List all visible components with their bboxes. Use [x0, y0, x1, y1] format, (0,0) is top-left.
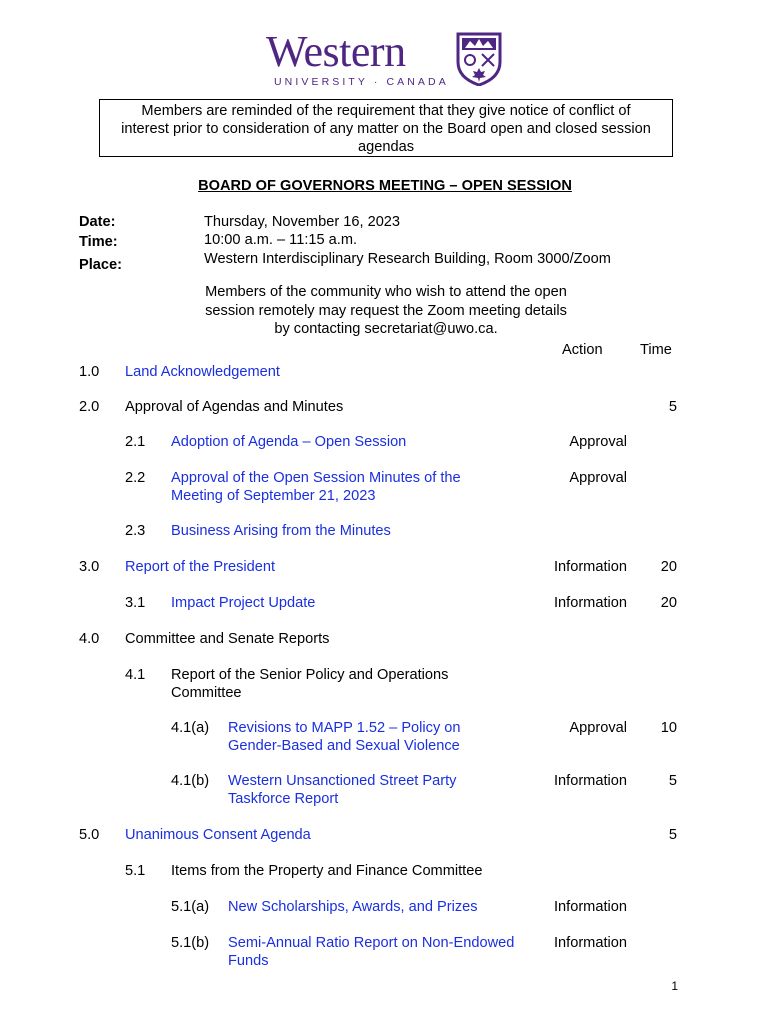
page-number: 1: [671, 979, 678, 993]
item-action: Approval: [569, 720, 627, 736]
agenda-link-mapp-revisions-cont[interactable]: Gender-Based and Sexual Violence: [228, 738, 460, 754]
agenda-link-land-acknowledgement[interactable]: Land Acknowledgement: [125, 364, 280, 380]
item-action: Information: [553, 935, 627, 951]
page-title: BOARD OF GOVERNORS MEETING – OPEN SESSION: [198, 178, 572, 194]
logo-subtitle: UNIVERSITY · CANADA: [274, 76, 449, 88]
community-line-2: session remotely may request the Zoom meeting details: [205, 302, 567, 319]
item-number: 4.1: [125, 667, 146, 683]
item-number: 4.1(a): [171, 720, 210, 736]
item-number: 5.1: [125, 863, 146, 879]
agenda-link-street-party-taskforce-cont[interactable]: Taskforce Report: [228, 791, 339, 807]
agenda-link-ratio-report-cont[interactable]: Funds: [228, 953, 269, 969]
item-number: 5.1(a): [171, 899, 210, 915]
meeting-date: Thursday, November 16, 2023: [204, 214, 401, 230]
item-action: Information: [553, 559, 627, 575]
item-number: 4.1(b): [171, 773, 210, 789]
item-action: Approval: [569, 434, 627, 450]
notice-line-3: agendas: [358, 139, 414, 155]
agenda-link-adoption-of-agenda[interactable]: Adoption of Agenda – Open Session: [171, 434, 407, 450]
item-action: Information: [553, 899, 627, 915]
item-time: 20: [660, 595, 677, 611]
agenda-link-open-session-minutes-cont[interactable]: Meeting of September 21, 2023: [171, 488, 376, 504]
item-number: 5.0: [79, 827, 100, 843]
item-number: 1.0: [79, 364, 100, 380]
item-time: 5: [668, 827, 677, 843]
agenda-link-unanimous-consent[interactable]: Unanimous Consent Agenda: [125, 827, 311, 843]
logo-wordmark: Western: [266, 27, 406, 76]
time-column-header: Time: [640, 342, 672, 358]
item-number: 5.1(b): [171, 935, 210, 951]
item-action: Approval: [569, 470, 627, 486]
item-number: 4.0: [79, 631, 100, 647]
agenda-link-impact-project-update[interactable]: Impact Project Update: [171, 595, 316, 611]
agenda-link-scholarships[interactable]: New Scholarships, Awards, and Prizes: [228, 899, 478, 915]
action-column-header: Action: [562, 342, 603, 358]
community-line-1: Members of the community who wish to attend the open: [205, 284, 567, 300]
agenda-link-mapp-revisions[interactable]: Revisions to MAPP 1.52 – Policy on: [228, 720, 461, 736]
item-title-agendas-minutes: Approval of Agendas and Minutes: [125, 399, 344, 415]
item-title-property-finance: Items from the Property and Finance Committee: [171, 863, 483, 879]
agenda-link-ratio-report[interactable]: Semi-Annual Ratio Report on Non-Endowed: [228, 935, 515, 951]
item-time: 20: [660, 559, 677, 575]
item-time: 10: [660, 720, 677, 736]
item-number: 2.2: [125, 470, 146, 486]
community-attendance-note: [196, 283, 576, 339]
item-number: 2.3: [125, 523, 146, 539]
crest-icon: [456, 32, 502, 86]
conflict-of-interest-notice: [99, 99, 673, 157]
agenda-link-report-of-president[interactable]: Report of the President: [125, 559, 276, 575]
time-label: Time:: [79, 234, 118, 250]
notice-line-2: interest prior to consideration of any matter on the Board open and closed session: [121, 121, 651, 137]
item-action: Information: [553, 595, 627, 611]
item-time: 5: [668, 773, 677, 789]
place-label: Place:: [79, 257, 122, 273]
notice-line-1: Members are reminded of the requirement that they give notice of conflict of: [141, 103, 631, 119]
item-time: 5: [668, 399, 677, 415]
agenda-link-business-arising[interactable]: Business Arising from the Minutes: [171, 523, 391, 539]
community-line-3: by contacting secretariat@uwo.ca.: [274, 321, 498, 337]
item-title-senior-policy: Report of the Senior Policy and Operations: [171, 667, 449, 683]
agenda-link-open-session-minutes[interactable]: Approval of the Open Session Minutes of the: [171, 470, 461, 486]
item-number: 2.0: [79, 399, 100, 415]
agenda-link-street-party-taskforce[interactable]: Western Unsanctioned Street Party: [228, 773, 457, 789]
item-title-senior-policy-cont: Committee: [171, 685, 242, 701]
item-action: Information: [553, 773, 627, 789]
meeting-place: Western Interdisciplinary Research Building, Room 3000/Zoom: [204, 251, 611, 267]
item-title-committee-senate-reports: Committee and Senate Reports: [125, 631, 330, 647]
item-number: 2.1: [125, 434, 146, 450]
item-number: 3.1: [125, 595, 146, 611]
meeting-time: 10:00 a.m. – 11:15 a.m.: [204, 232, 358, 248]
western-logo: [266, 27, 506, 92]
item-number: 3.0: [79, 559, 100, 575]
date-label: Date:: [79, 214, 116, 230]
